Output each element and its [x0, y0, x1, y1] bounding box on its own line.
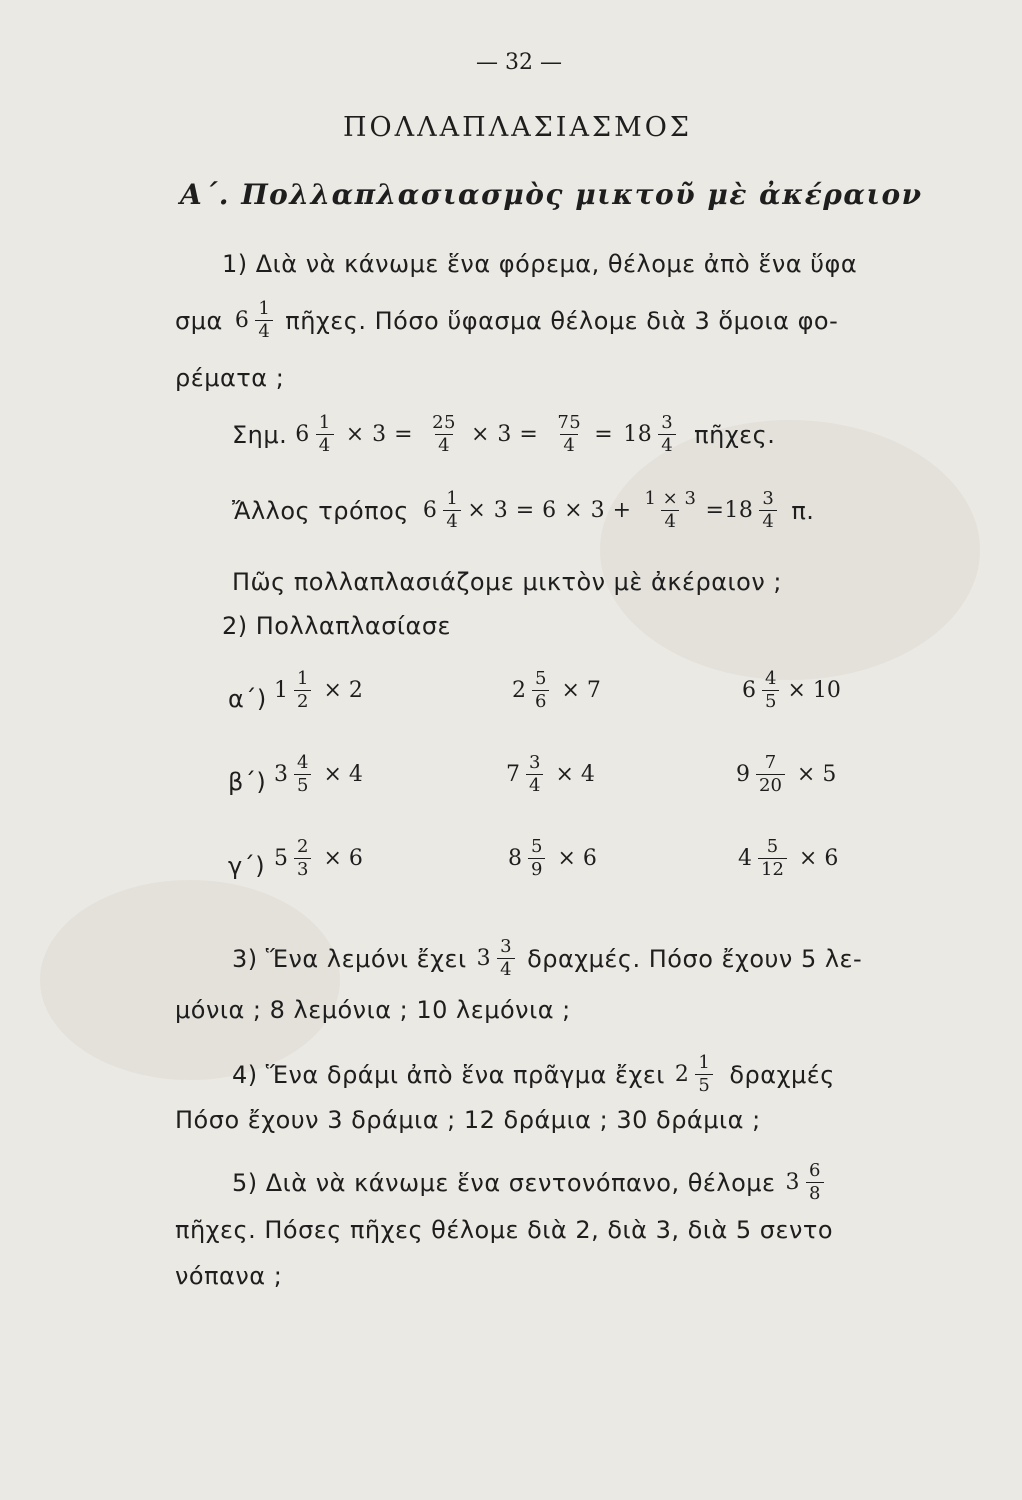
denominator: 4: [526, 774, 543, 797]
denominator: 4: [316, 434, 334, 457]
whole-number: 6: [295, 422, 310, 447]
fraction: [658, 412, 676, 457]
section-heading: Α΄. Πολλαπλασιασμὸς μικτοῦ μὲ ἀκέραιον: [180, 178, 923, 211]
solution-label: Σημ.: [232, 420, 288, 449]
whole-number: 2: [674, 1062, 690, 1087]
whole-number: 4: [738, 846, 752, 871]
problem-5-line-3: νόπανα ;: [175, 1262, 283, 1290]
whole-number: 3: [476, 946, 492, 971]
fraction: [294, 752, 311, 797]
fraction: [526, 752, 543, 797]
numerator: 3: [661, 412, 674, 433]
numerator: 3: [762, 488, 775, 509]
multiplier: × 7: [561, 678, 601, 703]
whole-number: 18: [623, 422, 653, 447]
multiplier: × 4: [323, 762, 363, 787]
denominator: 20: [756, 774, 785, 797]
numerator: 75: [557, 412, 582, 433]
problem-3-line-1: [232, 936, 862, 981]
exercise-item: [274, 836, 363, 881]
denominator: 2: [294, 690, 311, 713]
problem-4-line-1: [232, 1052, 835, 1097]
multiplier: × 6: [323, 846, 363, 871]
numerator: 1: [318, 412, 331, 433]
text: 3) Ἕνα λεμόνι ἔχει: [232, 944, 467, 973]
denominator: 4: [661, 510, 679, 533]
fraction: [756, 752, 785, 797]
alt-label: Ἄλλος τρόπος: [232, 496, 409, 525]
exercise-row-label: α΄): [228, 685, 267, 713]
fraction: [255, 298, 273, 343]
exercise-item: [506, 752, 595, 797]
whole-number: 6: [422, 498, 438, 523]
fraction: [758, 836, 787, 881]
whole-number: 8: [508, 846, 522, 871]
denominator: 9: [528, 858, 545, 881]
fraction: [316, 412, 334, 457]
denominator: 4: [435, 434, 453, 457]
denominator: 6: [532, 690, 549, 713]
denominator: 4: [560, 434, 578, 457]
solution-line: [232, 412, 775, 457]
numerator: 5: [766, 836, 779, 857]
fraction: [294, 668, 311, 713]
numerator: 1 × 3: [644, 488, 697, 509]
text: σμα: [175, 306, 223, 335]
whole-number: 7: [506, 762, 520, 787]
multiplier: × 5: [796, 762, 837, 787]
multiplier: × 10: [787, 678, 841, 703]
numerator: 5: [531, 836, 543, 857]
numerator: 1: [446, 488, 459, 509]
page-number: — 32 —: [476, 50, 562, 75]
fraction: [528, 836, 545, 881]
unit: π.: [791, 496, 815, 525]
fraction: [642, 488, 700, 533]
fraction: [762, 668, 779, 713]
exercise-row-label: β΄): [228, 768, 267, 796]
exercise-item: [742, 668, 841, 713]
chapter-title: ΠΟΛΛΑΠΛΑΣΙΑΣΜΟΣ: [343, 112, 692, 143]
numerator: 5: [535, 668, 547, 689]
whole-number: 3: [274, 762, 288, 787]
fraction: [497, 936, 515, 981]
denominator: 8: [806, 1182, 824, 1205]
text: δραχμές: [729, 1060, 835, 1089]
denominator: 4: [443, 510, 461, 533]
problem-5-line-2: πῆχες. Πόσες πῆχες θέλομε διὰ 2, διὰ 3, διὰ 5 σεντο: [175, 1216, 834, 1244]
text: 5) Διὰ νὰ κάνωμε ἕνα σεντονόπανο, θέλομε: [232, 1168, 776, 1197]
whole-number: 6: [742, 678, 756, 703]
denominator: 3: [294, 858, 311, 881]
problem-4-line-2: Πόσο ἔχουν 3 δράμια ; 12 δράμια ; 30 δράμια ;: [175, 1106, 761, 1134]
text: 4) Ἕνα δράμι ἀπὸ ἕνα πρᾶγμα ἔχει: [232, 1060, 665, 1089]
operator: =: [594, 422, 614, 447]
text: πῆχες. Πόσο ὕφασμα θέλομε διὰ 3 ὅμοια φο-: [285, 306, 839, 335]
numerator: 7: [764, 752, 777, 773]
alternative-method-line: [232, 488, 814, 533]
fraction: [443, 488, 461, 533]
problem-1-line-1: 1) Διὰ νὰ κάνωμε ἕνα φόρεμα, θέλομε ἀπὸ ἕνα ὕφα: [222, 250, 858, 278]
denominator: 4: [759, 510, 777, 533]
multiplier: × 4: [555, 762, 595, 787]
operator: =: [705, 498, 725, 523]
fraction: [554, 412, 584, 457]
whole-number: 18: [724, 498, 754, 523]
denominator: 4: [497, 958, 515, 981]
numerator: 1: [258, 298, 271, 319]
operator: × 3 =: [345, 422, 414, 447]
numerator: 4: [297, 752, 309, 773]
denominator: 4: [255, 320, 273, 343]
whole-number: 9: [736, 762, 750, 787]
multiplier: × 6: [798, 846, 839, 871]
exercise-item: [274, 668, 363, 713]
denominator: 12: [758, 858, 787, 881]
denominator: 4: [658, 434, 676, 457]
denominator: 5: [695, 1074, 713, 1097]
whole-number: 3: [785, 1170, 800, 1195]
unit: πῆχες.: [694, 420, 776, 449]
numerator: 1: [297, 668, 309, 689]
fraction: [806, 1160, 824, 1205]
exercise-2-heading: 2) Πολλαπλασίασε: [222, 612, 452, 640]
exercise-item: [736, 752, 836, 797]
exercise-item: [738, 836, 838, 881]
numerator: 6: [809, 1160, 821, 1181]
numerator: 3: [529, 752, 541, 773]
exercise-item: [512, 668, 601, 713]
fraction: [759, 488, 777, 533]
question-line: Πῶς πολλαπλασιάζομε μικτὸν μὲ ἀκέραιον ;: [232, 568, 782, 596]
whole-number: 6: [234, 308, 250, 333]
fraction: [294, 836, 311, 881]
problem-3-line-2: μόνια ; 8 λεμόνια ; 10 λεμόνια ;: [175, 996, 571, 1024]
paper-stain: [600, 420, 980, 680]
fraction: [532, 668, 549, 713]
multiplier: × 2: [323, 678, 363, 703]
operator: × 3 = 6 × 3 +: [467, 498, 632, 523]
denominator: 5: [294, 774, 311, 797]
numerator: 25: [432, 412, 456, 433]
fraction: [429, 412, 459, 457]
numerator: 2: [297, 836, 309, 857]
fraction: [695, 1052, 713, 1097]
text: δραχμές. Πόσο ἔχουν 5 λε-: [527, 944, 863, 973]
problem-1-line-2: [175, 298, 838, 343]
denominator: 5: [762, 690, 779, 713]
exercise-item: [274, 752, 363, 797]
problem-5-line-1: [232, 1160, 830, 1205]
problem-1-line-3: ρέματα ;: [175, 364, 285, 392]
numerator: 1: [698, 1052, 711, 1073]
whole-number: 5: [274, 846, 288, 871]
multiplier: × 6: [557, 846, 597, 871]
operator: × 3 =: [471, 422, 539, 447]
numerator: 3: [500, 936, 513, 957]
exercise-item: [508, 836, 597, 881]
whole-number: 2: [512, 678, 526, 703]
exercise-row-label: γ΄): [228, 852, 266, 880]
whole-number: 1: [274, 678, 288, 703]
numerator: 4: [765, 668, 777, 689]
